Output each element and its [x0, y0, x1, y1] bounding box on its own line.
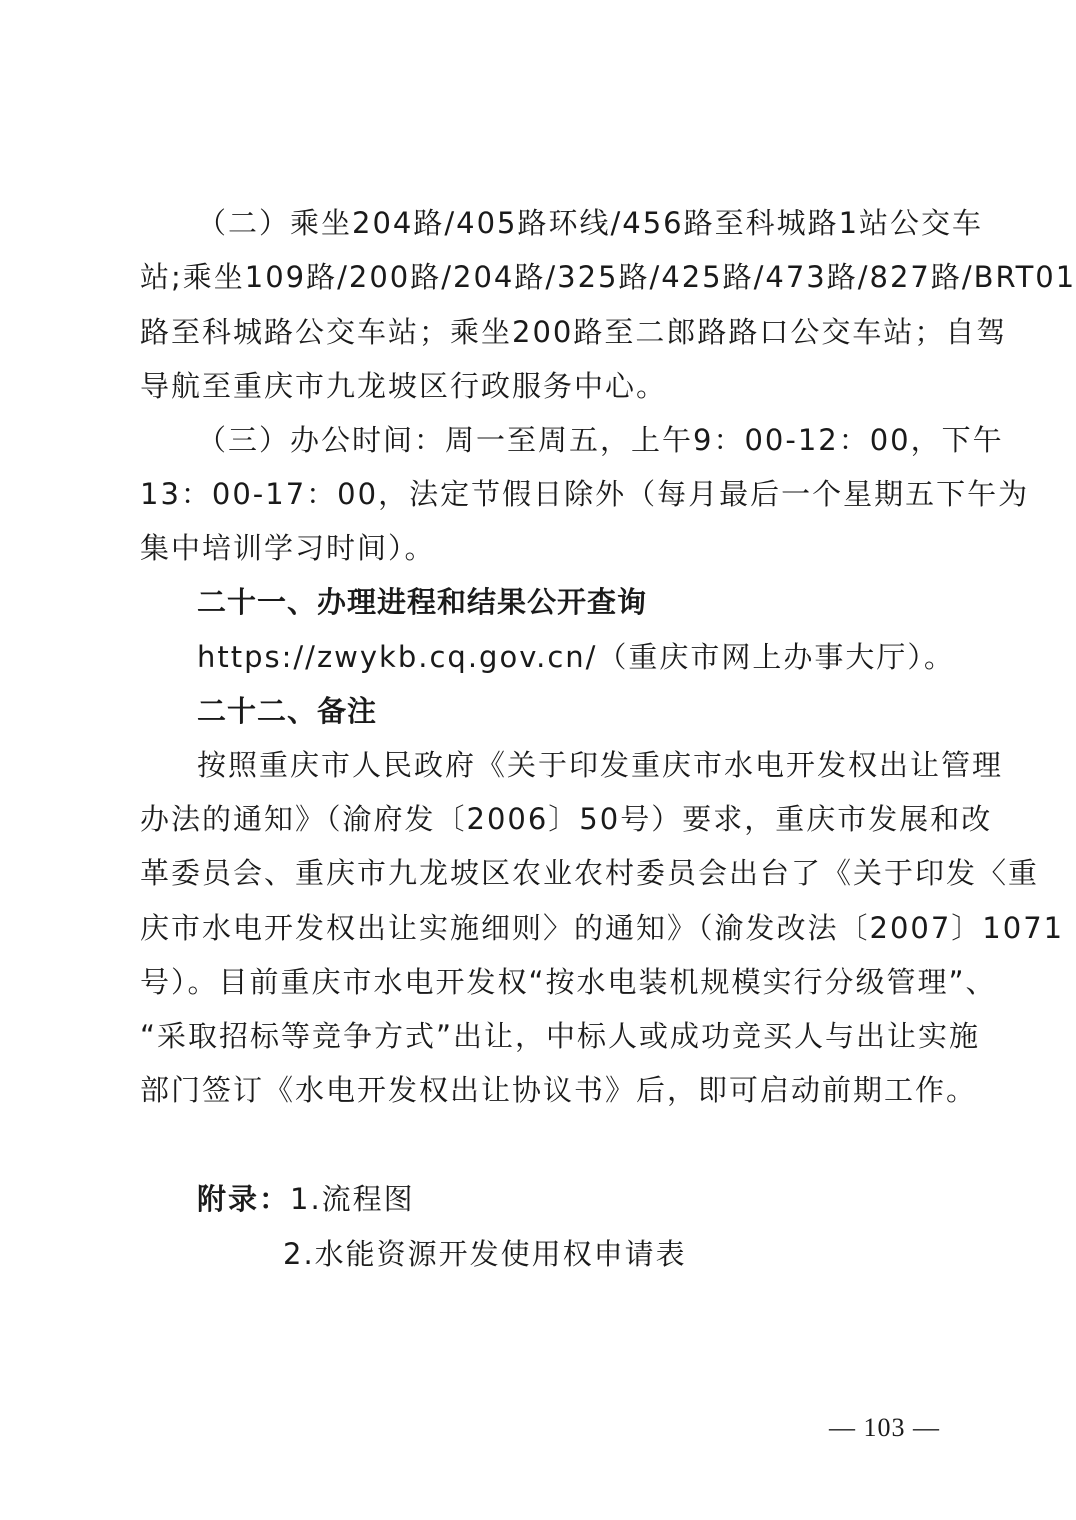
paragraph-3-line-3: 集中培训学习时间）。 [140, 531, 436, 565]
page-number: — 103 — [829, 1413, 940, 1442]
paragraph-2-line-2: 站;乘坐109路/200路/204路/325路/425路/473路/827路/BRT01 [140, 260, 1076, 294]
remarks-line-5: 号）。目前重庆市水电开发权“按水电装机规模实行分级管理”、 [140, 965, 997, 999]
remarks-line-3: 革委员会、重庆市九龙坡区农业农村委员会出台了《关于印发〈重 [140, 856, 1040, 890]
section-heading-21: 二十一、办理进程和结果公开查询 [197, 585, 648, 619]
paragraph-3-line-2: 13：00-17：00，法定节假日除外（每月最后一个星期五下午为 [140, 477, 1030, 511]
appendix-row-1 [197, 1181, 940, 1217]
remarks-line-6: “采取招标等竞争方式”出让，中标人或成功竞买人与出让实施 [140, 1019, 981, 1053]
query-url-line: https://zwykb.cq.gov.cn/（重庆市网上办事大厅）。 [197, 640, 955, 674]
remarks-line-4: 庆市水电开发权出让实施细则〉的通知》（渝发改法〔2007〕1071 [140, 911, 1065, 945]
section-heading-22: 二十二、备注 [197, 694, 378, 728]
paragraph-3-line-1: （三）办公时间：周一至周五，上午9：00-12：00，下午 [197, 423, 1004, 457]
appendix-item-flowchart: 1.流程图 [290, 1182, 415, 1216]
remarks-line-2: 办法的通知》（渝府发〔2006〕50号）要求，重庆市发展和改 [140, 802, 993, 836]
appendix-label: 附录： [197, 1182, 291, 1216]
remarks-line-7: 部门签订《水电开发权出让协议书》后，即可启动前期工作。 [140, 1073, 978, 1107]
appendix-item-application-form: 2.水能资源开发使用权申请表 [283, 1237, 687, 1271]
remarks-line-1: 按照重庆市人民政府《关于印发重庆市水电开发权出让管理 [197, 748, 1004, 782]
paragraph-2-line-3: 路至科城路公交车站；乘坐200路至二郎路路口公交车站；自驾 [140, 315, 1008, 349]
paragraph-2-line-1: （二）乘坐204路/405路环线/456路至科城路1站公交车 [197, 206, 984, 240]
paragraph-2-line-4: 导航至重庆市九龙坡区行政服务中心。 [140, 369, 668, 403]
